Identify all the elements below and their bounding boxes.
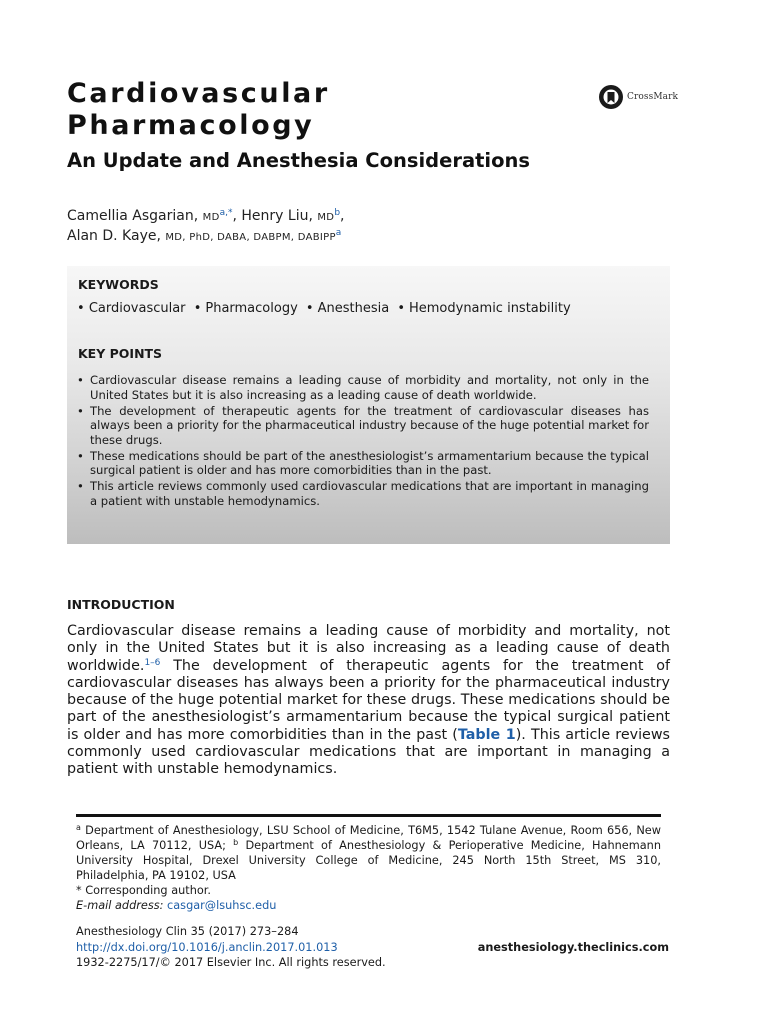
journal-website[interactable]: anesthesiology.theclinics.com [477, 941, 669, 954]
author-separator: , [340, 208, 345, 224]
keyword-item: Anesthesia [317, 301, 390, 316]
author-separator: , [232, 208, 237, 224]
corresponding-author-note: * Corresponding author. [76, 884, 211, 897]
table-1-link[interactable]: Table 1 [457, 726, 516, 743]
key-point-text: The development of therapeutic agents for the treatment of cardiovascular diseases has always been a priority for the pharmaceutical industry because of the huge potential market for these drugs. [90, 403, 649, 447]
author-degree: MD [317, 212, 335, 223]
key-point-bullet: • [77, 479, 84, 494]
journal-citation: Anesthesiology Clin 35 (2017) 273–284 [76, 925, 299, 938]
corresponding-marker[interactable]: * [227, 208, 233, 218]
footnote-divider [76, 814, 661, 817]
keyword-item: Cardiovascular [88, 301, 186, 316]
key-point-text: This article reviews commonly used cardiovascular medications that are important in managing a patient with unstable hemodynamics. [90, 479, 649, 508]
intro-text-part-1: Cardiovascular disease remains a leading cause of morbidity and mortality, not only in the United States but it is also increasing as a leading cause of death worldwide. [67, 623, 670, 674]
doi-link[interactable]: http://dx.doi.org/10.1016/j.anclin.2017.01.013 [76, 940, 338, 954]
keyword-bullet: • [397, 301, 405, 316]
affiliation-a-marker: a [76, 823, 81, 832]
crossmark-badge[interactable] [598, 84, 678, 110]
keyword-bullet: • [193, 301, 202, 316]
author-line-1 [67, 207, 344, 227]
key-point-text: Cardiovascular disease remains a leading cause of morbidity and mortality, not only in the United States but it is also increasing as a leading cause of death worldwide. [90, 373, 649, 402]
key-point-bullet: • [77, 373, 84, 387]
crossmark-label: CrossMark [627, 92, 679, 102]
introduction-paragraph [67, 623, 670, 779]
key-point-text: These medications should be part of the anesthesiologist’s armamentarium because the typical surgical patient is older and has more comorbidities than in the past. [90, 448, 649, 478]
footnotes [76, 823, 661, 913]
key-point-item [77, 404, 649, 448]
affiliations-footnote [76, 823, 661, 883]
keywords-heading: KEYWORDS [78, 277, 159, 292]
key-point-bullet: • [77, 448, 84, 463]
key-point-item [77, 373, 649, 402]
journal-info [76, 924, 386, 971]
intro-text-part-3: ). This article reviews commonly used cardiovascular medications that are important in managing a patient with unstable hemodynamics. [67, 726, 670, 778]
reference-citation[interactable]: 1–6 [144, 657, 161, 668]
introduction-heading: INTRODUCTION [67, 597, 175, 612]
crossmark-icon [598, 84, 624, 110]
key-points-heading: KEY POINTS [78, 346, 163, 361]
key-point-item [77, 479, 649, 508]
author-degree: MD, PhD, DABA, DABPM, DABIPP [165, 232, 336, 243]
title-line-1: Cardiovascular [67, 78, 330, 109]
author-name: Alan D. Kaye, [67, 228, 161, 244]
affiliation-a-text: Department of Anesthesiology, LSU School of Medicine, T6M5, 1542 Tulane Avenue, Room 656, New Orleans, LA 70112, USA; [76, 824, 661, 852]
key-points-list [77, 373, 649, 510]
keyword-bullet: • [77, 301, 85, 316]
email-line [76, 898, 661, 913]
affiliation-b-marker: b [233, 838, 239, 847]
affiliation-b-text: Department of Anesthesiology & Perioperative Medicine, Hahnemann University Hospital, Drexel University College of Medicine, 245 North 15th Street, MS 310, Philadelphia, PA 19102, USA [76, 839, 661, 882]
affiliation-marker[interactable]: b [334, 208, 341, 218]
key-point-bullet: • [77, 403, 84, 418]
keyword-bullet: • [305, 301, 314, 316]
key-point-item [77, 449, 649, 478]
intro-text-part-2: The development of therapeutic agents for the treatment of cardiovascular diseases has always been a priority for the pharmaceutical industry because of the huge potential market for these drugs. These medications should be part of the anesthesiologist’s armamentarium because the typical surgical patient is older and has more comorbidities than in the past ( [67, 657, 670, 743]
affiliation-marker[interactable]: a, [219, 208, 228, 218]
author-name: Camellia Asgarian, [67, 208, 199, 224]
author-list [67, 207, 344, 247]
affiliation-marker[interactable]: a [335, 228, 342, 238]
email-link[interactable]: casgar@lsuhsc.edu [167, 899, 277, 912]
article-subtitle: An Update and Anesthesia Considerations [67, 149, 531, 172]
author-line-2 [67, 227, 344, 247]
keyword-item: Hemodynamic instability [408, 301, 571, 316]
article-title [67, 78, 330, 142]
title-line-2: Pharmacology [67, 110, 315, 141]
author-name: Henry Liu, [241, 208, 313, 224]
keywords-keypoints-box [67, 266, 670, 544]
author-degree: MD [202, 212, 220, 223]
copyright-notice: 1932-2275/17/© 2017 Elsevier Inc. All rights reserved. [76, 956, 386, 969]
email-label: E-mail address: [76, 899, 164, 912]
keyword-item: Pharmacology [205, 301, 298, 316]
keywords-list [77, 300, 571, 318]
